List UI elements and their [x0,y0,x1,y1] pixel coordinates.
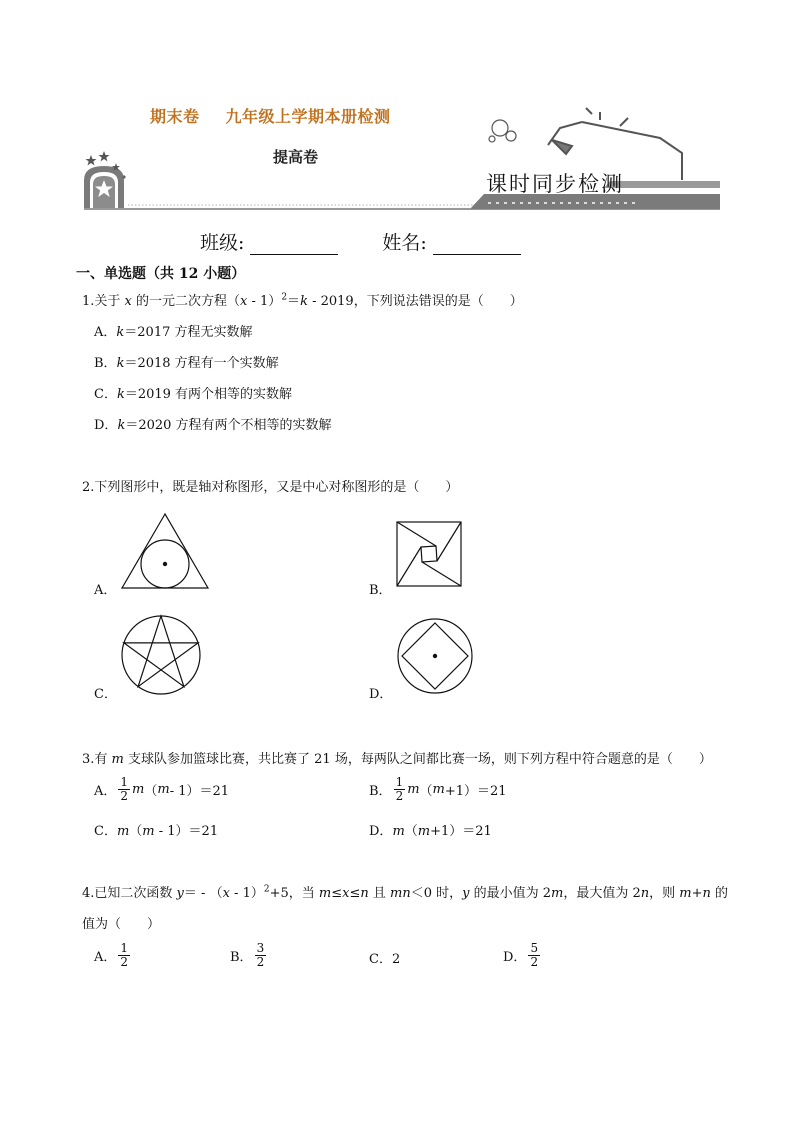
brand-label: 课时同步检测 [486,172,624,196]
q4-option-b[interactable]: B． $\frac{3}{2}$ [230,941,265,969]
q1-option-c[interactable]: C．k＝2019 有两个相等的实数解 [94,387,293,402]
question-4: 4.已知二次函数 y＝ - （x - 1）$^2$+5，当 m≤x≤n 且 mn＜0 时，y 的最小值为 2m，最大值为 2n，则 m+n 的 [82,884,729,901]
q3-option-c[interactable]: C．m（m - 1）＝21 [94,824,219,839]
section-title: 一、单选题（共 12 小题） [76,266,246,282]
q4-option-c[interactable]: C．2 [369,952,401,967]
exam-subtitle: 提高卷 [273,148,319,166]
question-2: 2.下列图形中，既是轴对称图形，又是中心对称图形的是（ ） [82,480,459,495]
class-label: 班级: [200,232,245,254]
question-1: 1.关于 x 的一元二次方程（x - 1）$^2$＝k - 2019，下列说法错误的是（ ） [82,292,523,309]
circle-square-figure [396,617,474,695]
medal-icon [84,151,126,208]
question-4-line-2: 值为（ ） [82,917,161,932]
exam-type: 期末卷 [150,107,200,126]
q4-option-d[interactable]: D． $\frac{5}{2}$ [503,941,539,969]
q1-option-a[interactable]: A．k＝2017 方程无实数解 [94,325,253,340]
q2-option-a[interactable]: A． [94,583,117,598]
bubbles-icon [489,120,516,142]
class-blank[interactable] [250,236,338,255]
square-pinwheel-figure [396,521,463,588]
triangle-circle-figure [120,512,210,590]
question-3: 3.有 m 支球队参加篮球比赛，共比赛了 21 场，每两队之间都比赛一场，则下列方程中符合题意的是（ ） [82,752,712,767]
q2-option-c[interactable]: C． [94,687,117,702]
header-decoration [0,0,794,220]
q4-option-a[interactable]: A． $\frac{1}{2}$ [94,941,129,969]
q2-option-b[interactable]: B． [369,583,392,598]
exam-title: 九年级上学期本册检测 [225,107,391,126]
q1-option-d[interactable]: D．k＝2020 方程有两个不相等的实数解 [94,418,332,433]
name-blank[interactable] [433,236,521,255]
name-label: 姓名: [382,232,427,254]
q3-option-d[interactable]: D．m（m+1）＝21 [369,824,492,839]
q2-option-d[interactable]: D． [369,687,393,702]
q3-option-b[interactable]: B． $\frac{1}{2}$ m （ m +1）＝21 [369,775,507,803]
circle-pentagram-figure [120,614,202,696]
student-info [200,228,521,255]
q3-option-a[interactable]: A． $\frac{1}{2}$ m （ m - 1）＝21 [94,775,230,803]
q1-option-b[interactable]: B．k＝2018 方程有一个实数解 [94,356,279,371]
